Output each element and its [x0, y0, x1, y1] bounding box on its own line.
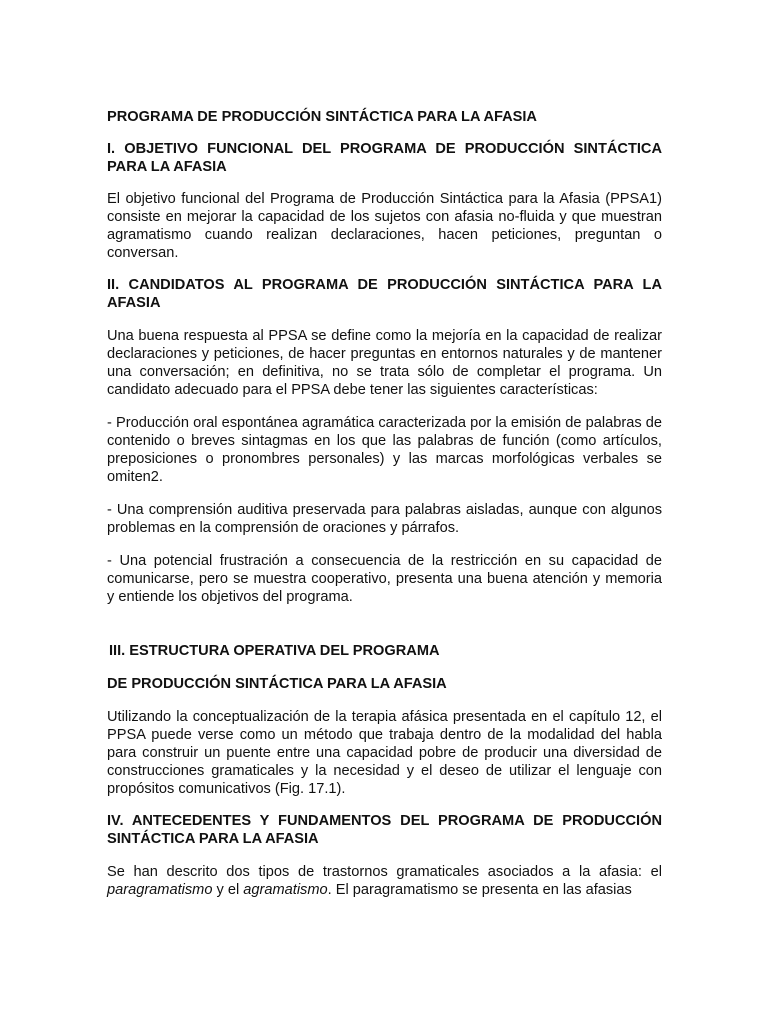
section-1-heading: I. OBJETIVO FUNCIONAL DEL PROGRAMA DE PRODUCCIÓN SINTÁCTICA PARA LA AFASIA: [107, 141, 662, 175]
section-4-text-3: . El paragramatismo se presenta en las afasias: [327, 882, 632, 898]
section-4-text-2: y el: [212, 882, 244, 898]
section-2-list-item-1: - Producción oral espontánea agramática caracterizada por la emisión de palabras de contenido o breves sintagmas en los que las palabras de función (como artículos, preposiciones o pronombres personales) y las marcas morfológicas verbales se omiten2.: [107, 415, 662, 485]
section-4-paragraph: [107, 863, 662, 899]
section-4-text-1: Se han descrito dos tipos de trastornos gramaticales asociados a la afasia: el: [107, 864, 662, 880]
section-3-heading-line-2: DE PRODUCCIÓN SINTÁCTICA PARA LA AFASIA: [107, 676, 447, 692]
section-4-term-agramatismo: agramatismo: [243, 882, 328, 898]
section-2-paragraph: Una buena respuesta al PPSA se define como la mejoría en la capacidad de realizar declaraciones y peticiones, de hacer preguntas en entornos naturales y de mantener una conversación; en definitiva, no se trata sólo de completar el programa. Un candidato adecuado para el PPSA debe tener las siguientes características:: [107, 328, 662, 398]
section-2-heading: II. CANDIDATOS AL PROGRAMA DE PRODUCCIÓN SINTÁCTICA PARA LA AFASIA: [107, 277, 662, 311]
document-title: PROGRAMA DE PRODUCCIÓN SINTÁCTICA PARA LA AFASIA: [107, 109, 537, 125]
section-3-paragraph: Utilizando la conceptualización de la terapia afásica presentada en el capítulo 12, el PPSA puede verse como un método que trabaja dentro de la modalidad del habla para construir un puente entre una capacidad pobre de producir una diversidad de construcciones gramaticales y la necesidad y el deseo de utilizar el lenguaje con propósitos comunicativos (Fig. 17.1).: [107, 709, 662, 797]
section-1-paragraph: El objetivo funcional del Programa de Producción Sintáctica para la Afasia (PPSA1) consiste en mejorar la capacidad de los sujetos con afasia no-fluida y que muestran agramatismo cuando realizan declaraciones, hacen peticiones, preguntan o conversan.: [107, 191, 662, 261]
section-4-heading: IV. ANTECEDENTES Y FUNDAMENTOS DEL PROGRAMA DE PRODUCCIÓN SINTÁCTICA PARA LA AFASIA: [107, 813, 662, 847]
section-4-term-paragramatismo: paragramatismo: [107, 882, 213, 898]
section-3-heading-line-1: III. ESTRUCTURA OPERATIVA DEL PROGRAMA: [109, 643, 440, 659]
section-2-list-item-3: - Una potencial frustración a consecuencia de la restricción en su capacidad de comunicarse, pero se muestra cooperativo, presenta una buena atención y memoria y entiende los objetivos del programa.: [107, 553, 662, 605]
section-2-list-item-2: - Una comprensión auditiva preservada para palabras aisladas, aunque con algunos problemas en la comprensión de oraciones y párrafos.: [107, 502, 662, 536]
document-body: [107, 108, 662, 899]
